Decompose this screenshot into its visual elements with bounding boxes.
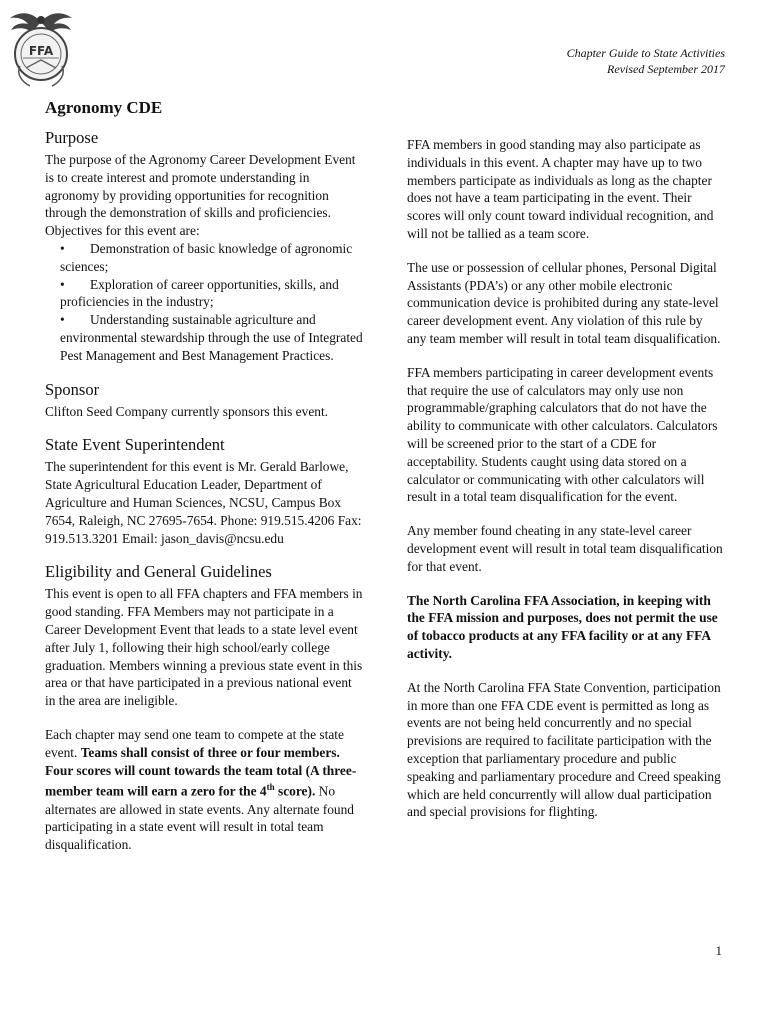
convention-participation-paragraph: At the North Carolina FFA State Convention, participation in more than one FFA CDE event is permitted as long as events are not being held concurrently and no special previsions are required to facilitate participation with the exception that parliamentary procedure and public speaking and parliamentary procedure and Creed speaking which are held concurrently will allow dual participation and special provisions for flighting. <box>407 679 721 820</box>
superintendent-section <box>45 434 365 547</box>
sponsor-body: Clifton Seed Company currently sponsors this event. <box>45 403 329 419</box>
right-column <box>407 136 725 837</box>
document-title: Agronomy CDE <box>45 98 163 117</box>
eligibility-heading: Eligibility and General Guidelines <box>45 562 272 582</box>
purpose-heading: Purpose <box>45 128 99 147</box>
header-line-1: Chapter Guide to State Activities <box>566 46 725 60</box>
calculators-paragraph: FFA members participating in career development events that require the use of calculators may only use non programmable/graphing calculators that do not have the ability to communicate with other calculators. Calculators will be screened prior to the start of a CDE for acceptability. Students caught using data stored on a calculator or communicating with other calculators will result in a total team disqualification for the event. <box>407 364 718 505</box>
team-rules-bold-end: score). <box>274 783 316 799</box>
logo-text: FFA <box>28 44 54 58</box>
eligibility-paragraph: This event is open to all FFA chapters and FFA members in good standing. FFA Members may not participate in a Career Development Event that leads to a state level event after July 1, following their high school/early college graduation. Members winning a previous state event in this area or that have participated in a previous national event in the area are ineligible. <box>45 586 363 709</box>
header-line-2: Revised September 2017 <box>607 62 725 76</box>
team-rules-superscript: th <box>266 782 275 793</box>
team-rules-bold: Teams shall consist of three or four members. Four scores will count towards the team total (A three-member team will earn a zero for the 4 <box>45 744 357 799</box>
objectives-list <box>45 240 365 365</box>
superintendent-body: The superintendent for this event is Mr. Gerald Barlowe, State Agricultural Education Leader, Department of Agriculture and Human Sciences, NCSU, Campus Box 7654, Raleigh, NC 27695-7654. Phone: 919.515.4206 Fax: 919.513.3201 Email: jason_davis@ncsu.edu <box>45 459 362 546</box>
cheating-paragraph: Any member found cheating in any state-level career development event will result in total team disqualification for that event. <box>407 523 723 574</box>
objective-item: • Demonstration of basic knowledge of agronomic sciences; <box>45 240 365 276</box>
purpose-section <box>45 127 365 365</box>
ffa-emblem-logo <box>6 8 76 90</box>
objectives-intro: Objectives for this event are: <box>45 223 200 239</box>
page-header <box>567 45 725 77</box>
tobacco-policy-text: The North Carolina FFA Association, in keeping with the FFA mission and purposes, does not permit the use of tobacco products at any FFA facility or at any FFA activity. <box>407 592 718 661</box>
superintendent-heading: State Event Superintendent <box>45 435 225 455</box>
eligibility-section <box>45 561 365 854</box>
team-rules-end: No alternates are allowed in state events. Any alternate found participating in a state event will result in total team disqualification. <box>45 783 354 853</box>
objective-item: • Understanding sustainable agriculture and environmental stewardship through the use of Integrated Pest Management and Best Management Practices. <box>45 311 365 364</box>
team-rules-paragraph <box>45 726 365 854</box>
page-number: 1 <box>715 943 722 958</box>
sponsor-section <box>45 379 365 421</box>
team-rules-start: Each chapter may send one team to compete at the state event. <box>45 726 344 760</box>
left-column <box>45 97 365 870</box>
sponsor-heading: Sponsor <box>45 379 100 399</box>
tobacco-policy-paragraph <box>407 592 725 663</box>
individual-participation-paragraph: FFA members in good standing may also participate as individuals in this event. A chapter may have up to two members participate as individuals as long as the chapter does not have a team participating in the event. Their scores will only count toward individual recognition, and will not be tallied as a team score. <box>407 137 714 241</box>
objective-item: • Exploration of career opportunities, skills, and proficiencies in the industry; <box>45 276 365 312</box>
purpose-body: The purpose of the Agronomy Career Development Event is to create interest and promote understanding in agronomy by providing opportunities for recognition through the demonstration of skills and proficiencies. <box>45 152 356 221</box>
electronic-devices-paragraph: The use or possession of cellular phones, Personal Digital Assistants (PDA’s) or any other mobile electronic communication device is prohibited during any state-level career development event. Any violation of this rule by any team member will result in total team disqualification. <box>407 259 721 346</box>
